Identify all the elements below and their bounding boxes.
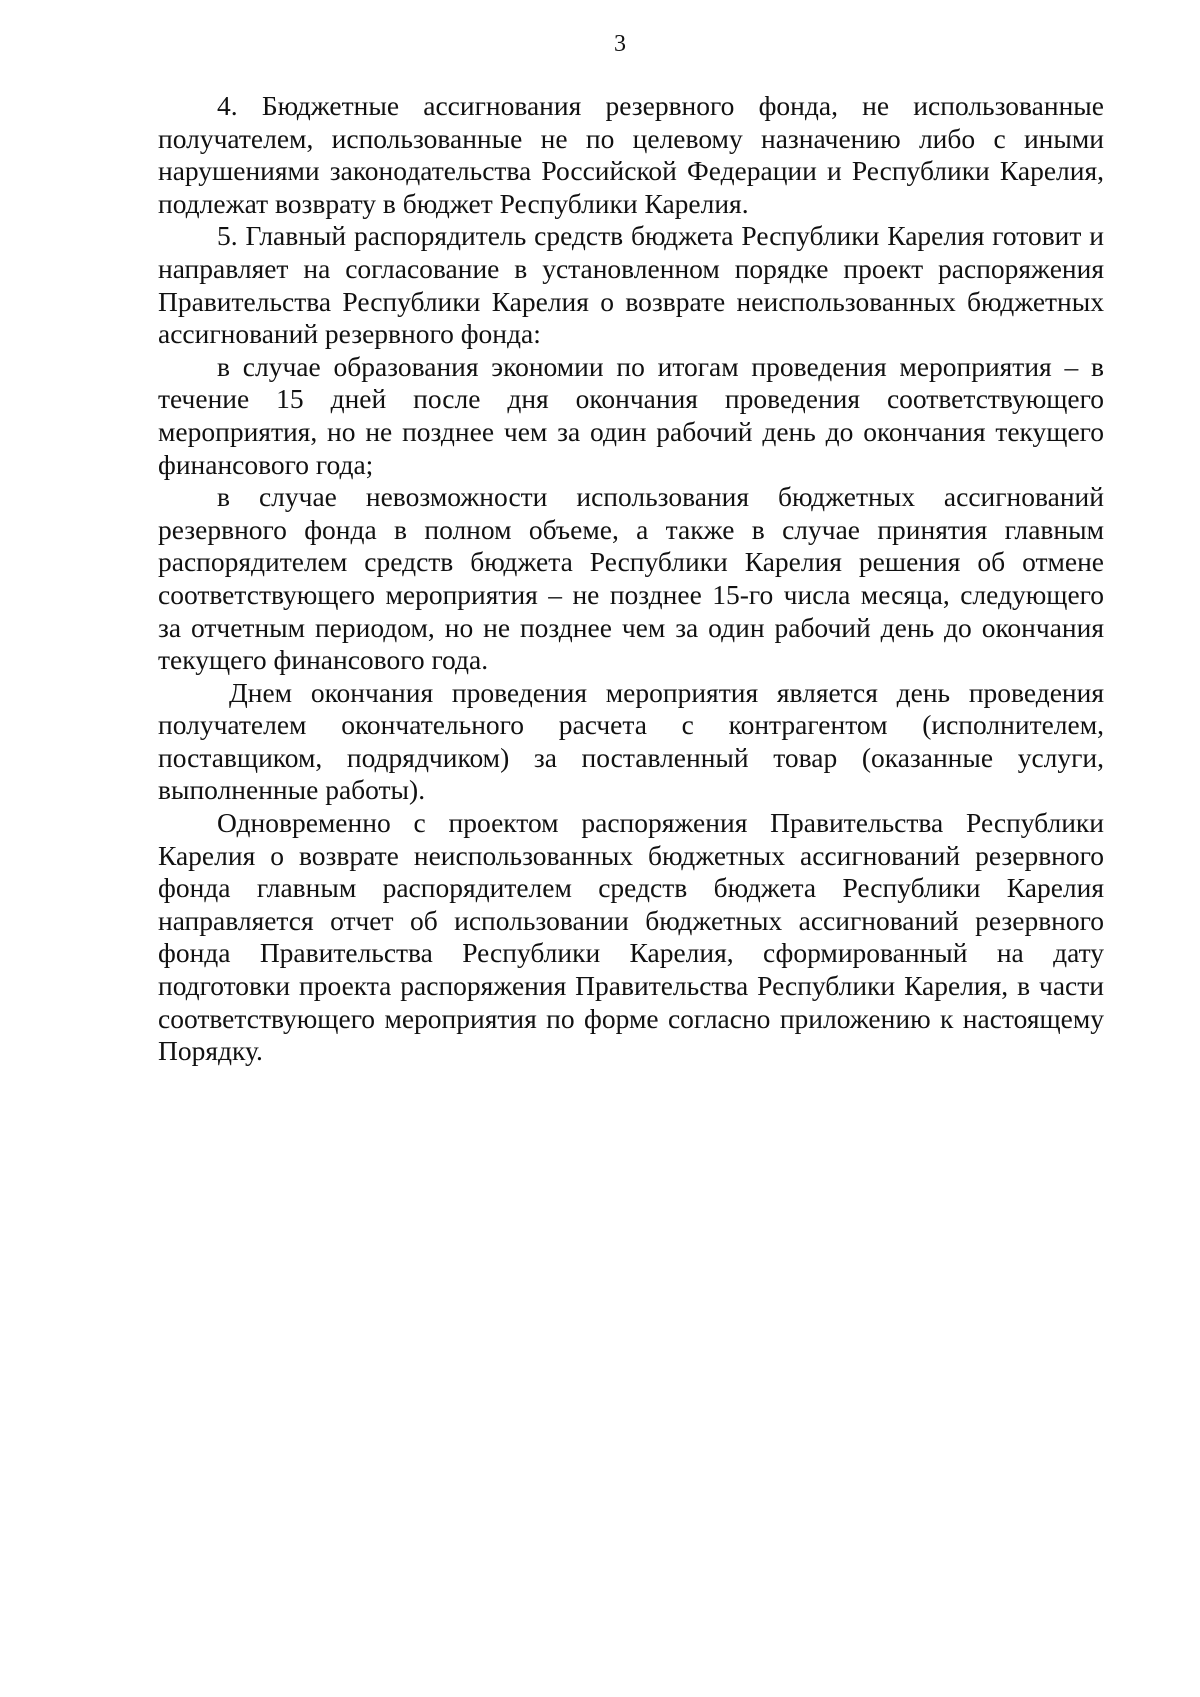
paragraph-end-of-event-definition: Днем окончания проведения мероприятия является день проведения получателем окончательного расчета с контрагентом (исполнителем, поставщиком, подрядчиком) за поставленный товар (оказанные услуги, выполненные работы). <box>158 676 1104 806</box>
paragraph-5-draft-order: 5. Главный распорядитель средств бюджета Республики Карелия готовит и направляет на согласование в установленном порядке проект распоряжения Правительства Республики Карелия о возврате неиспользованных бюджетных ассигнований резервного фонда: <box>158 220 1104 350</box>
paragraph-economy-case: в случае образования экономии по итогам проведения мероприятия – в течение 15 дней после дня окончания проведения соответствующего мероприятия, но не позднее чем за один рабочий день до окончания текущего финансового года; <box>158 350 1104 480</box>
paragraph-4-return-of-funds: 4. Бюджетные ассигнования резервного фонда, не использованные получателем, использованные не по целевому назначению либо с иными нарушениями законодательства Российской Федерации и Республики Карелия, подлежат возврату в бюджет Республики Карелия. <box>158 90 1104 219</box>
page-number: 3 <box>614 31 626 57</box>
paragraph-simultaneous-report: Одновременно с проектом распоряжения Правительства Республики Карелия о возврате неиспользованных бюджетных ассигнований резервного фонда главным распорядителем средств бюджета Республики Карелия направляется отчет об использовании бюджетных ассигнований резервного фонда Правительства Республики Карелия, сформированный на дату подготовки проекта распоряжения Правительства Республики Карелия, в части соответствующего мероприятия по форме согласно приложению к настоящему Порядку. <box>158 807 1104 1067</box>
paragraph-impossibility-case: в случае невозможности использования бюджетных ассигнований резервного фонда в полном объеме, а также в случае принятия главным распорядителем средств бюджета Республики Карелия решения об отмене соответствующего мероприятия – не позднее 15-го числа месяца, следующего за отчетным периодом, но не позднее чем за один рабочий день до окончания текущего финансового года. <box>158 481 1104 676</box>
document-body <box>158 90 1104 1068</box>
